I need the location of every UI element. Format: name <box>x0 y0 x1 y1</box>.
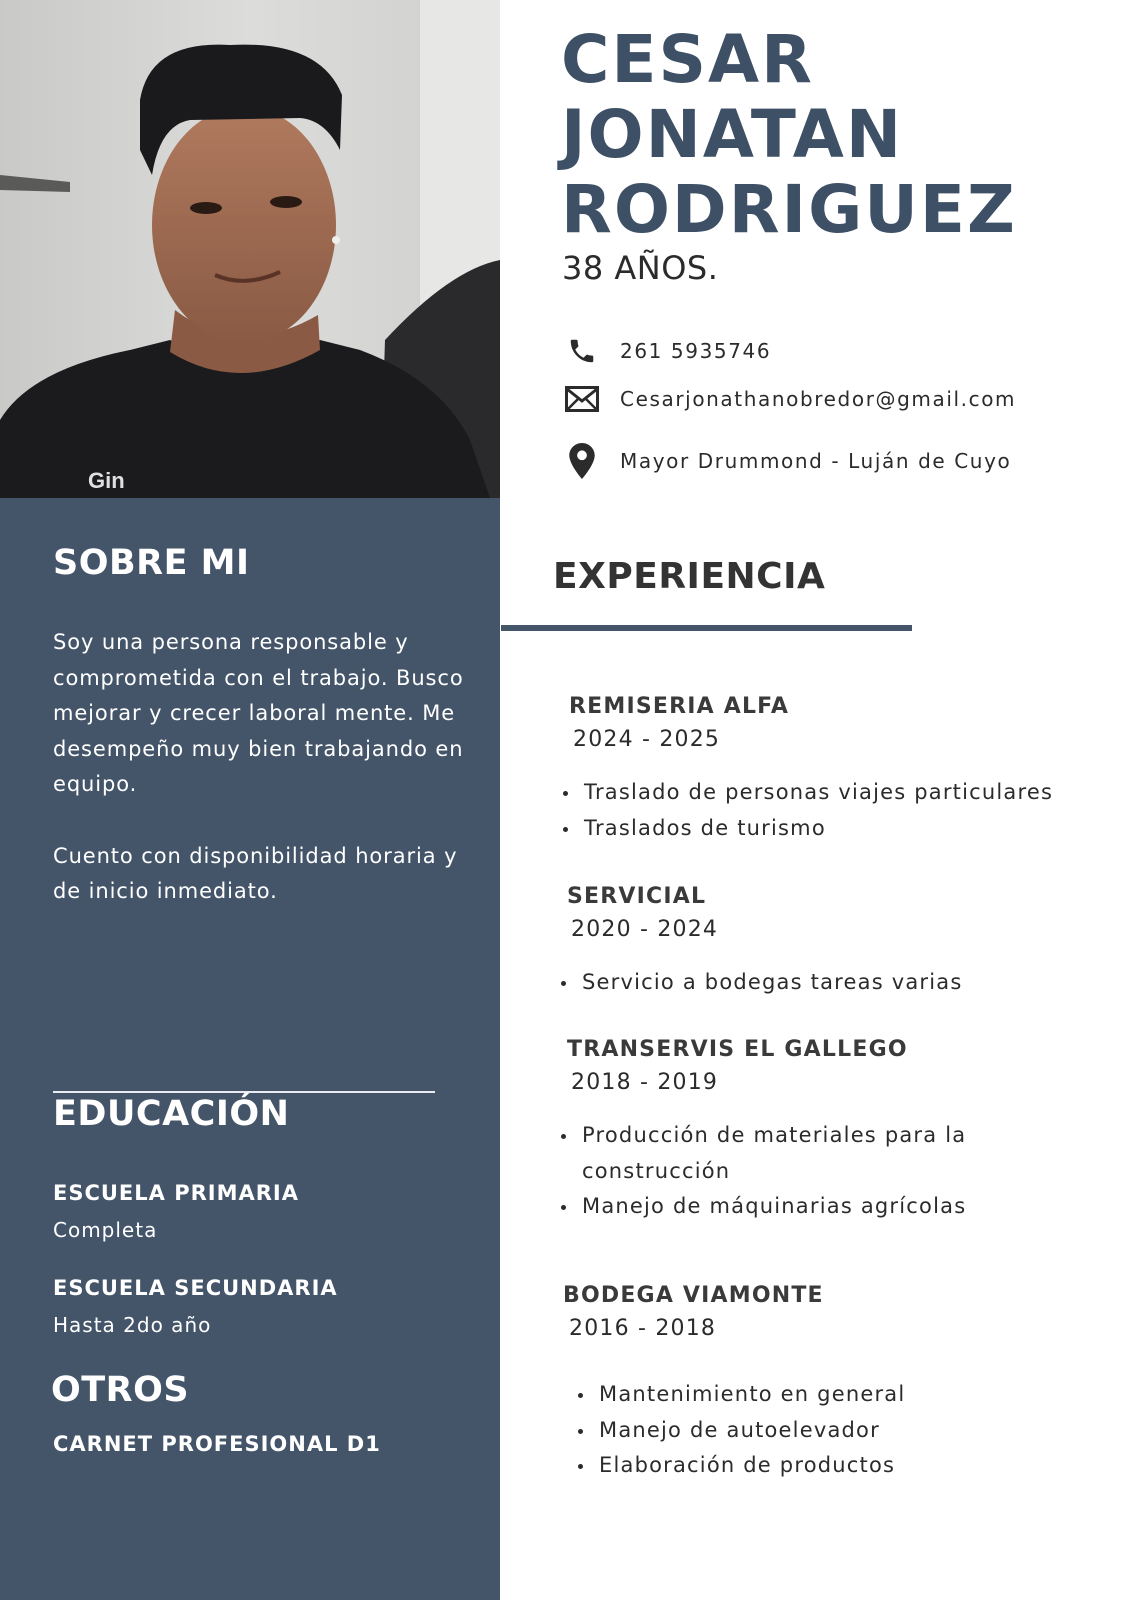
name-line: RODRIGUEZ <box>561 171 1017 248</box>
job-period: 2020 - 2024 <box>571 917 719 942</box>
others-item: CARNET PROFESIONAL D1 <box>53 1432 381 1456</box>
about-paragraph: Soy una persona responsable y comprometida con el trabajo. Busco mejorar y crecer laboral mente. Me desempeño muy bien trabajando en equipo. <box>53 630 464 796</box>
job-duty: Mantenimiento en general <box>577 1377 905 1413</box>
full-name <box>561 22 1017 247</box>
svg-text:Gin: Gin <box>88 468 125 493</box>
about-heading: SOBRE MI <box>53 543 250 583</box>
about-paragraph: Cuento con disponibilidad horaria y de inicio inmediato. <box>53 843 458 903</box>
contact-location <box>564 443 1011 479</box>
education-status: Completa <box>53 1218 158 1242</box>
sidebar <box>0 498 500 1600</box>
location: Mayor Drummond - Luján de Cuyo <box>620 449 1012 473</box>
job-duties <box>577 1377 905 1484</box>
education-school: ESCUELA SECUNDARIA <box>53 1276 338 1300</box>
envelope-icon <box>564 381 600 417</box>
job-duty: Producción de materiales para la construcción <box>560 1118 982 1189</box>
job-duties <box>562 775 1053 846</box>
job-duty: Traslado de personas viajes particulares <box>562 775 1053 811</box>
experience-divider <box>501 625 912 631</box>
job-duties <box>560 1118 982 1225</box>
phone-icon <box>564 333 600 369</box>
profile-photo-image <box>0 0 500 498</box>
job-company: SERVICIAL <box>567 884 707 909</box>
profile-photo <box>0 0 500 498</box>
job-company: TRANSERVIS EL GALLEGO <box>567 1037 908 1062</box>
sidebar-divider <box>53 1091 435 1093</box>
education-heading: EDUCACIÓN <box>53 1094 290 1134</box>
contact-phone <box>564 333 771 369</box>
education-status: Hasta 2do año <box>53 1313 212 1337</box>
age: 38 AÑOS. <box>562 249 719 287</box>
contact-email <box>564 381 1016 417</box>
name-line: JONATAN <box>561 96 904 173</box>
job-duty: Manejo de máquinarias agrícolas <box>560 1189 982 1225</box>
education-school: ESCUELA PRIMARIA <box>53 1181 299 1205</box>
job-period: 2018 - 2019 <box>571 1070 719 1095</box>
job-duty: Traslados de turismo <box>562 811 1053 847</box>
job-company: BODEGA VIAMONTE <box>563 1283 824 1308</box>
job-duty: Elaboración de productos <box>577 1448 905 1484</box>
others-heading: OTROS <box>51 1370 190 1410</box>
experience-heading: EXPERIENCIA <box>553 556 826 597</box>
location-pin-icon <box>564 443 600 479</box>
job-duty: Servicio a bodegas tareas varias <box>560 965 963 1001</box>
phone-number[interactable]: 261 5935746 <box>620 339 772 363</box>
job-duties <box>560 965 963 1001</box>
name-line: CESAR <box>561 21 814 98</box>
job-period: 2024 - 2025 <box>573 727 721 752</box>
job-duty: Manejo de autoelevador <box>577 1413 905 1449</box>
job-company: REMISERIA ALFA <box>569 694 790 719</box>
job-period: 2016 - 2018 <box>569 1316 717 1341</box>
about-text <box>53 625 473 910</box>
email-address[interactable]: Cesarjonathanobredor@gmail.com <box>620 387 1017 411</box>
